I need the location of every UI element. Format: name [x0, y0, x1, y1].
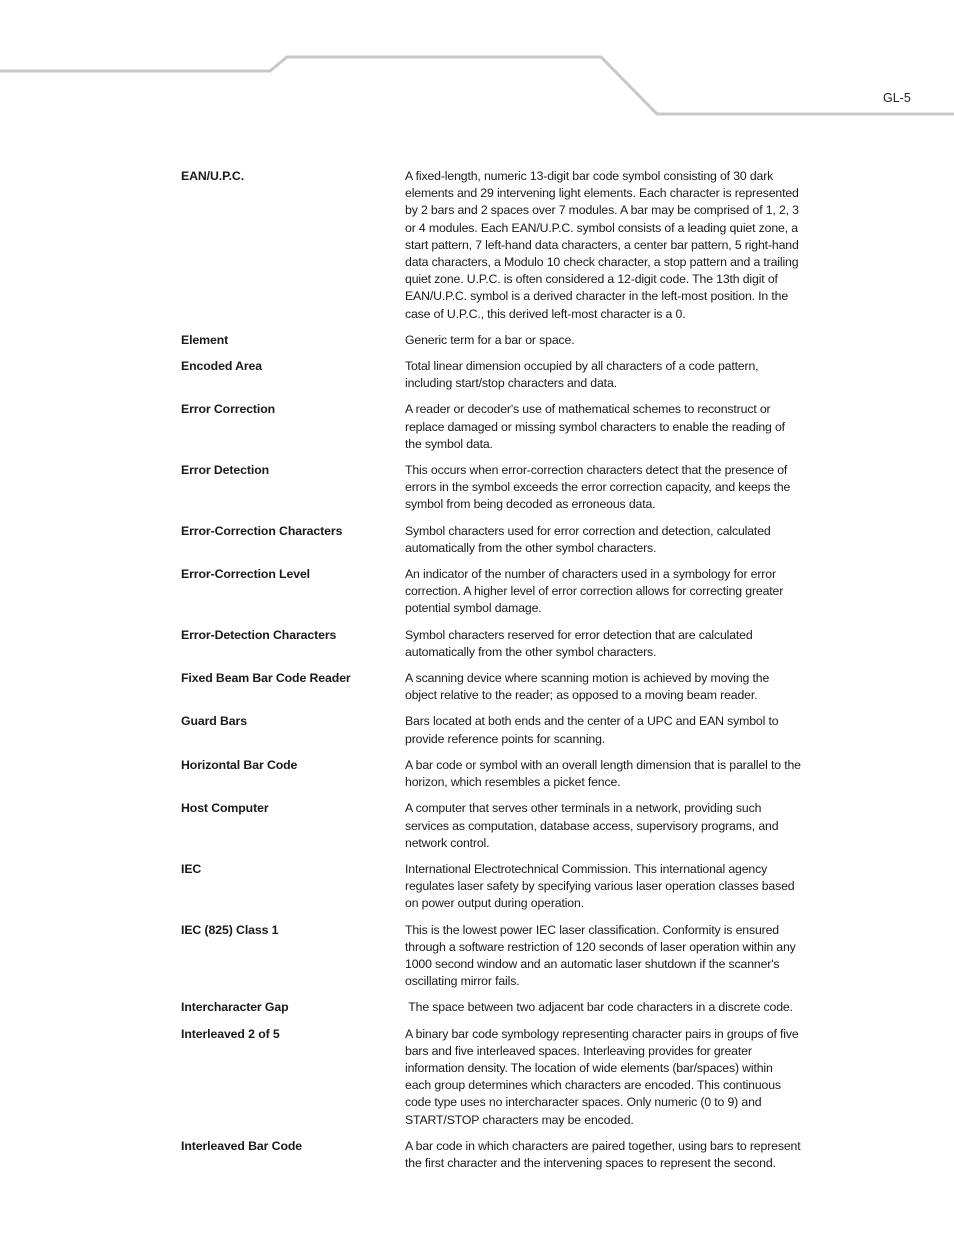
glossary-entry [181, 332, 806, 349]
glossary-term: Host Computer [181, 801, 269, 816]
glossary-term: Intercharacter Gap [181, 1000, 289, 1015]
glossary-definition: The space between two adjacent bar code characters in a discrete code. [405, 1000, 793, 1015]
glossary-entry [181, 713, 806, 747]
glossary-definition: Generic term for a bar or space. [405, 332, 575, 347]
glossary-term: IEC (825) Class 1 [181, 922, 279, 937]
glossary-definition: International Electrotechnical Commission. This international agency regulates laser safety by specifying various laser operation classes based on power output during operation. [405, 861, 795, 911]
glossary-term: Error Correction [181, 402, 276, 417]
header-rule [0, 0, 954, 130]
glossary-entry [181, 168, 806, 323]
glossary-definition: A binary bar code symbology representing character pairs in groups of five bars and five interleaved spaces. Interleaving provides for greater information density. The location of wide elements (bar/spaces) within each group determines which characters are encoded. This continuous code type uses no intercharacter spaces. Only numeric (0 to 9) and START/STOP characters may be encoded. [405, 1026, 799, 1127]
glossary-list [181, 168, 806, 1172]
glossary-entry [181, 757, 806, 791]
glossary-definition: A fixed-length, numeric 13-digit bar code symbol consisting of 30 dark elements and 29 intervening light elements. Each character is represented by 2 bars and 2 spaces over 7 modules. A bar may be comprised of 1, 2, 3 or 4 modules. Each EAN/U.P.C. symbol consists of a leading quiet zone, a start pattern, 7 left-hand data characters, a center bar pattern, 5 right-hand data characters, a Modulo 10 check character, a stop pattern and a trailing quiet zone. U.P.C. is often considered a 12-digit code. The 13th digit of EAN/U.P.C. symbol is a derived character in the left-most position. In the case of U.P.C., this derived left-most character is a 0. [405, 169, 799, 321]
glossary-entry [181, 401, 806, 453]
page-number: GL-5 [883, 91, 911, 105]
glossary-definition: A reader or decoder's use of mathematical schemes to reconstruct or replace damaged or missing symbol characters to enable the reading of the symbol data. [405, 402, 785, 451]
glossary-entry [181, 861, 806, 913]
glossary-definition: A bar code or symbol with an overall length dimension that is parallel to the horizon, which resembles a picket fence. [405, 757, 801, 790]
glossary-term: Error Detection [181, 463, 270, 478]
glossary-entry [181, 627, 806, 661]
glossary-term: Interleaved Bar Code [181, 1138, 303, 1153]
glossary-definition: A scanning device where scanning motion is achieved by moving the object relative to the reader; as opposed to a moving beam reader. [405, 671, 770, 703]
glossary-definition: A computer that serves other terminals in a network, providing such services as computation, database access, supervisory programs, and network control. [405, 801, 779, 850]
glossary-term: EAN/U.P.C. [181, 169, 245, 183]
glossary-definition: This is the lowest power IEC laser classification. Conformity is ensured through a software restriction of 120 seconds of laser operation within any 1000 second window and an automatic laser shutdown if the scanner's oscillating mirror fails. [405, 922, 796, 989]
glossary-entry [181, 800, 806, 852]
glossary-term: Interleaved 2 of 5 [181, 1026, 280, 1041]
glossary-term: Horizontal Bar Code [181, 757, 298, 772]
glossary-entry [181, 1026, 806, 1129]
glossary-term: Error-Correction Level [181, 567, 311, 582]
glossary-definition: Total linear dimension occupied by all characters of a code pattern, including start/stop characters and data. [405, 359, 759, 391]
glossary-entry [181, 999, 806, 1016]
glossary-term: IEC [181, 861, 202, 876]
glossary-entry [181, 523, 806, 557]
glossary-entry [181, 670, 806, 704]
glossary-term: Encoded Area [181, 359, 263, 374]
glossary-term: Fixed Beam Bar Code Reader [181, 671, 351, 686]
glossary-definition: Bars located at both ends and the center of a UPC and EAN symbol to provide reference points for scanning. [405, 714, 779, 746]
glossary-entry [181, 462, 806, 514]
glossary-term: Guard Bars [181, 714, 247, 729]
glossary-term: Element [181, 332, 229, 347]
glossary-definition: Symbol characters used for error correction and detection, calculated automatically from the other symbol characters. [405, 523, 771, 555]
glossary-definition: A bar code in which characters are paired together, using bars to represent the first character and the intervening spaces to represent the second. [405, 1138, 801, 1170]
glossary-definition: An indicator of the number of characters used in a symbology for error correction. A higher level of error correction allows for correcting greater potential symbol damage. [405, 567, 784, 616]
glossary-term: Error-Detection Characters [181, 627, 337, 642]
glossary-term: Error-Correction Characters [181, 523, 343, 538]
glossary-entry [181, 358, 806, 392]
glossary-entry [181, 566, 806, 618]
glossary-entry [181, 1138, 806, 1172]
glossary-definition: Symbol characters reserved for error detection that are calculated automatically from the other symbol characters. [405, 627, 753, 659]
glossary-definition: This occurs when error-correction characters detect that the presence of errors in the symbol exceeds the error correction capacity, and keeps the symbol from being decoded as erroneous data. [405, 463, 791, 512]
glossary-entry [181, 922, 806, 991]
